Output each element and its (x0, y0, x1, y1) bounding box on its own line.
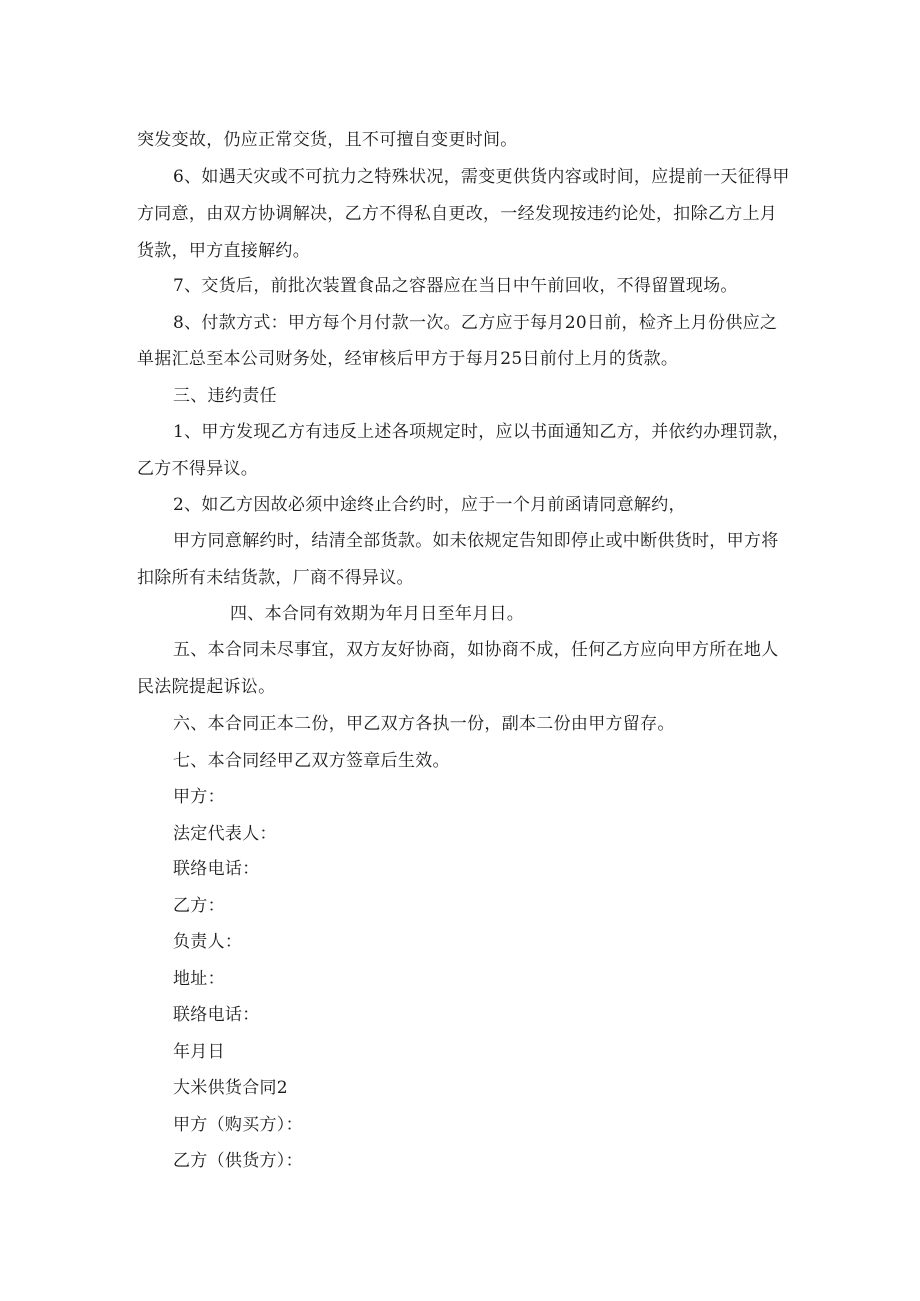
text-line: 民法院提起诉讼。 (137, 677, 276, 697)
section-heading: 五、本合同未尽事宜，双方友好协商，如协商不成，任何乙方应向甲方所在地人 (173, 640, 779, 660)
text-line: 扣除所有未结货款，厂商不得异议。 (137, 568, 414, 588)
signature-label: 甲方： (173, 787, 225, 807)
signature-label: 负责人： (173, 932, 243, 952)
text-line: 突发变故，仍应正常交货，且不可擅自变更时间。 (137, 130, 518, 150)
text-line: 6、如遇天灾或不可抗力之特殊状况，需变更供货内容或时间，应提前一天征得甲 (173, 167, 790, 187)
text-line: 7、交货后，前批次装置食品之容器应在当日中午前回收，不得留置现场。 (173, 276, 738, 296)
signature-label: 法定代表人： (173, 824, 277, 844)
section-heading: 三、违约责任 (173, 386, 277, 406)
text-line: 8、付款方式：甲方每个月付款一次。乙方应于每月20日前，检齐上月份供应之 (173, 313, 778, 333)
document-title: 大米供货合同2 (173, 1078, 288, 1098)
text-line: 甲方同意解约时，结清全部货款。如未依规定告知即停止或中断供货时，甲方将 (173, 531, 779, 551)
signature-label: 乙方： (173, 896, 225, 916)
text-line: 乙方不得异议。 (137, 459, 259, 479)
party-label: 乙方（供货方）： (173, 1151, 303, 1171)
signature-label: 地址： (173, 969, 225, 989)
signature-label: 联络电话： (173, 859, 260, 879)
text-line: 2、如乙方因故必须中途终止合约时，应于一个月前函请同意解约， (173, 495, 686, 515)
text-line: 1、甲方发现乙方有违反上述各项规定时，应以书面通知乙方，并依约办理罚款， (173, 422, 790, 442)
section-heading: 七、本合同经甲乙双方签章后生效。 (173, 751, 450, 771)
date-label: 年月日 (173, 1042, 225, 1062)
text-line: 方同意，由双方协调解决，乙方不得私自更改，一经发现按违约论处，扣除乙方上月 (137, 204, 778, 224)
signature-label: 联络电话： (173, 1005, 260, 1025)
section-heading: 四、本合同有效期为年月日至年月日。 (230, 604, 525, 624)
text-line: 单据汇总至本公司财务处，经审核后甲方于每月25日前付上月的货款。 (137, 349, 679, 369)
party-label: 甲方（购买方）： (173, 1115, 303, 1135)
text-line: 货款，甲方直接解约。 (137, 241, 310, 261)
section-heading: 六、本合同正本二份，甲乙双方各执一份，副本二份由甲方留存。 (173, 714, 675, 734)
